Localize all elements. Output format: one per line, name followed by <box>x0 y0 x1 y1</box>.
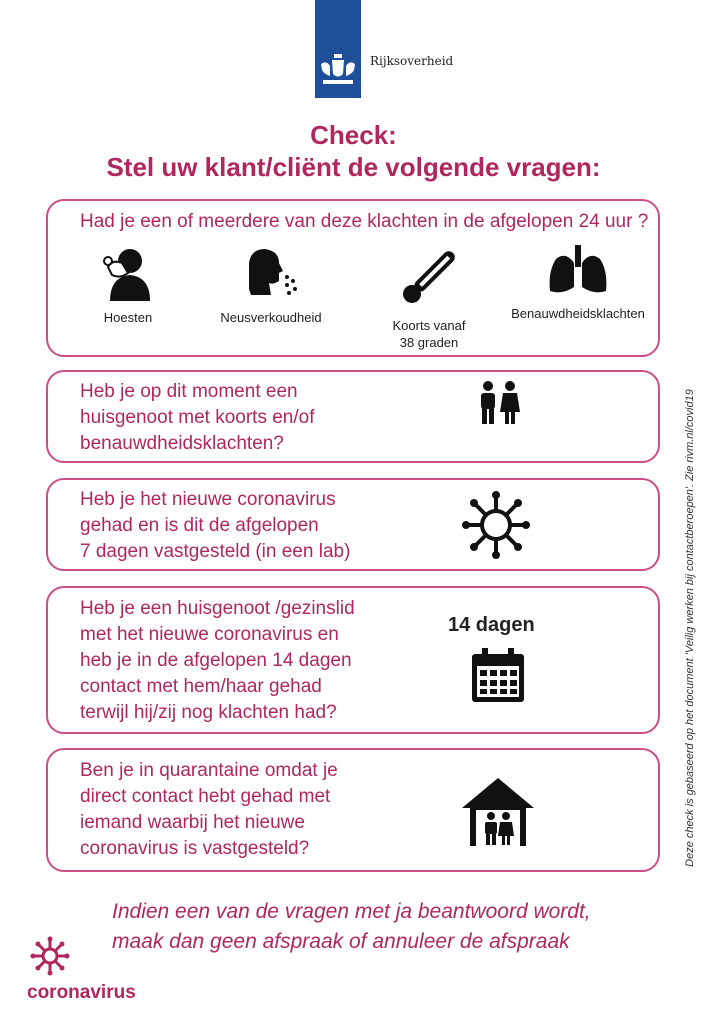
question-text: Ben je in quarantaine omdat je direct contact hebt gehad met iemand waarbij het nieuwe coronavirus is vastgesteld? <box>80 760 338 859</box>
question-card-housemate-contact <box>46 586 660 734</box>
brand-name: Rijksoverheid <box>370 54 454 68</box>
question-text: Had je een of meerdere van deze klachten in de afgelopen 24 uur ? <box>80 211 649 232</box>
symptom-label: Hoesten <box>103 310 153 325</box>
source-note: Deze check is gebaseerd op het document 'Veilig werken bij contactberoepen'. Zie rivm.nl/covid19 <box>684 389 696 867</box>
page-title: Check: <box>310 120 397 150</box>
days-badge: 14 dagen <box>448 614 535 636</box>
thermometer-icon <box>394 245 464 309</box>
footer-warning-line2: maak dan geen afspraak of annuleer de afspraak <box>112 930 570 953</box>
coat-of-arms-icon <box>318 52 358 88</box>
coronavirus-logo-text: coronavirus <box>27 982 136 1003</box>
symptom-label: Koorts vanaf 38 graden <box>392 318 466 350</box>
family-icon <box>472 380 526 424</box>
sneeze-icon <box>243 245 299 301</box>
question-card-quarantine <box>46 748 660 872</box>
lungs-icon <box>546 245 610 297</box>
question-text: Heb je op dit moment een huisgenoot met koorts en/of benauwdheidsklachten? <box>80 381 315 454</box>
question-card-symptoms <box>46 199 660 357</box>
question-card-housemate-fever <box>46 370 660 463</box>
virus-icon <box>458 490 534 560</box>
cough-icon <box>100 245 156 301</box>
question-card-had-coronavirus <box>46 478 660 571</box>
page-subtitle: Stel uw klant/cliënt de volgende vragen: <box>106 152 601 182</box>
house-family-icon <box>460 776 536 846</box>
symptom-breathing <box>503 245 653 322</box>
symptom-runny-nose <box>196 245 346 326</box>
calendar-icon <box>470 648 526 704</box>
symptom-fever <box>354 245 504 351</box>
symptom-label: Neusverkoudheid <box>220 310 322 325</box>
coronavirus-logo-icon <box>30 936 70 976</box>
question-text: Heb je het nieuwe coronavirus gehad en is dit de afgelopen 7 dagen vastgesteld (in een lab) <box>80 489 351 562</box>
rijksoverheid-logo-bar <box>315 0 361 98</box>
question-text: Heb je een huisgenoot /gezinslid met het nieuwe coronavirus en heb je in de afgelopen 14 dagen contact met hem/haar gehad terwijl hij/zij nog klachten had? <box>80 598 355 723</box>
symptom-label: Benauwdheidsklachten <box>511 306 645 321</box>
footer-warning-line1: Indien een van de vragen met ja beantwoord wordt, <box>112 900 591 923</box>
symptom-cough <box>53 245 203 326</box>
